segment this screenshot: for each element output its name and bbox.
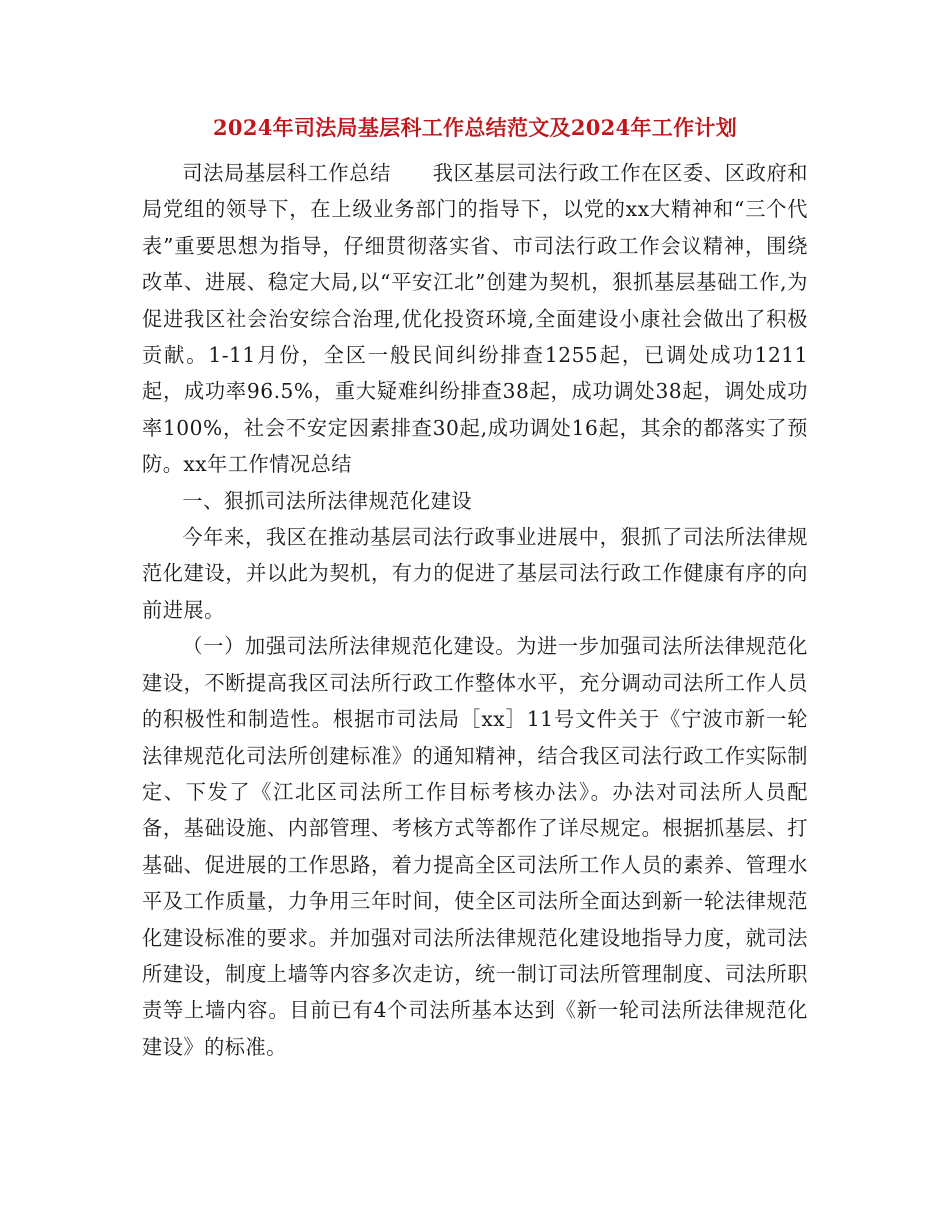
- paragraph-intro: 今年来，我区在推动基层司法行政事业进展中，狠抓了司法所法律规范化建设，并以此为契机，有力的促进了基层司法行政工作健康有序的向前进展。: [142, 525, 808, 622]
- paragraph-summary: 司法局基层科工作总结 我区基层司法行政工作在区委、区政府和局党组的领导下，在上级业务部门的指导下，以党的xx大精神和“三个代表”重要思想为指导，仔细贯彻落实省、市司法行政工作会议精神，围绕改革、进展、稳定大局,以“平安江北”创建为契机，狠抓基层基础工作,为促进我区社会治安综合治理,优化投资环境,全面建设小康社会做出了积极贡献。1-11月份，全区一般民间纠纷排查1255起，已调处成功1211起，成功率96.5%，重大疑难纠纷排查38起，成功调处38起，调处成功率100%，社会不安定因素排查30起,成功调处16起，其余的都落实了预防。xx年工作情况总结: [142, 161, 808, 477]
- document-body: [142, 155, 808, 1065]
- document-title: 2024年司法局基层科工作总结范文及2024年工作计划: [213, 115, 737, 140]
- paragraph-subsection-1: （一）加强司法所法律规范化建设。为进一步加强司法所法律规范化建设，不断提高我区司法所行政工作整体水平，充分调动司法所工作人员的积极性和制造性。根据市司法局［xx］11号文件关于《宁波市新一轮法律规范化司法所创建标准》的通知精神，结合我区司法行政工作实际制定、下发了《江北区司法所工作目标考核办法》。办法对司法所人员配备，基础设施、内部管理、考核方式等都作了详尽规定。根据抓基层、打基础、促进展的工作思路，着力提高全区司法所工作人员的素养、管理水平及工作质量，力争用三年时间，使全区司法所全面达到新一轮法律规范化建设标准的要求。并加强对司法所法律规范化建设地指导力度，就司法所建设，制度上墙等内容多次走访，统一制订司法所管理制度、司法所职责等上墙内容。目前已有4个司法所基本达到《新一轮司法所法律规范化建设》的标准。: [142, 634, 808, 1059]
- paragraph-section-heading-1: 一、狠抓司法所法律规范化建设: [182, 488, 473, 513]
